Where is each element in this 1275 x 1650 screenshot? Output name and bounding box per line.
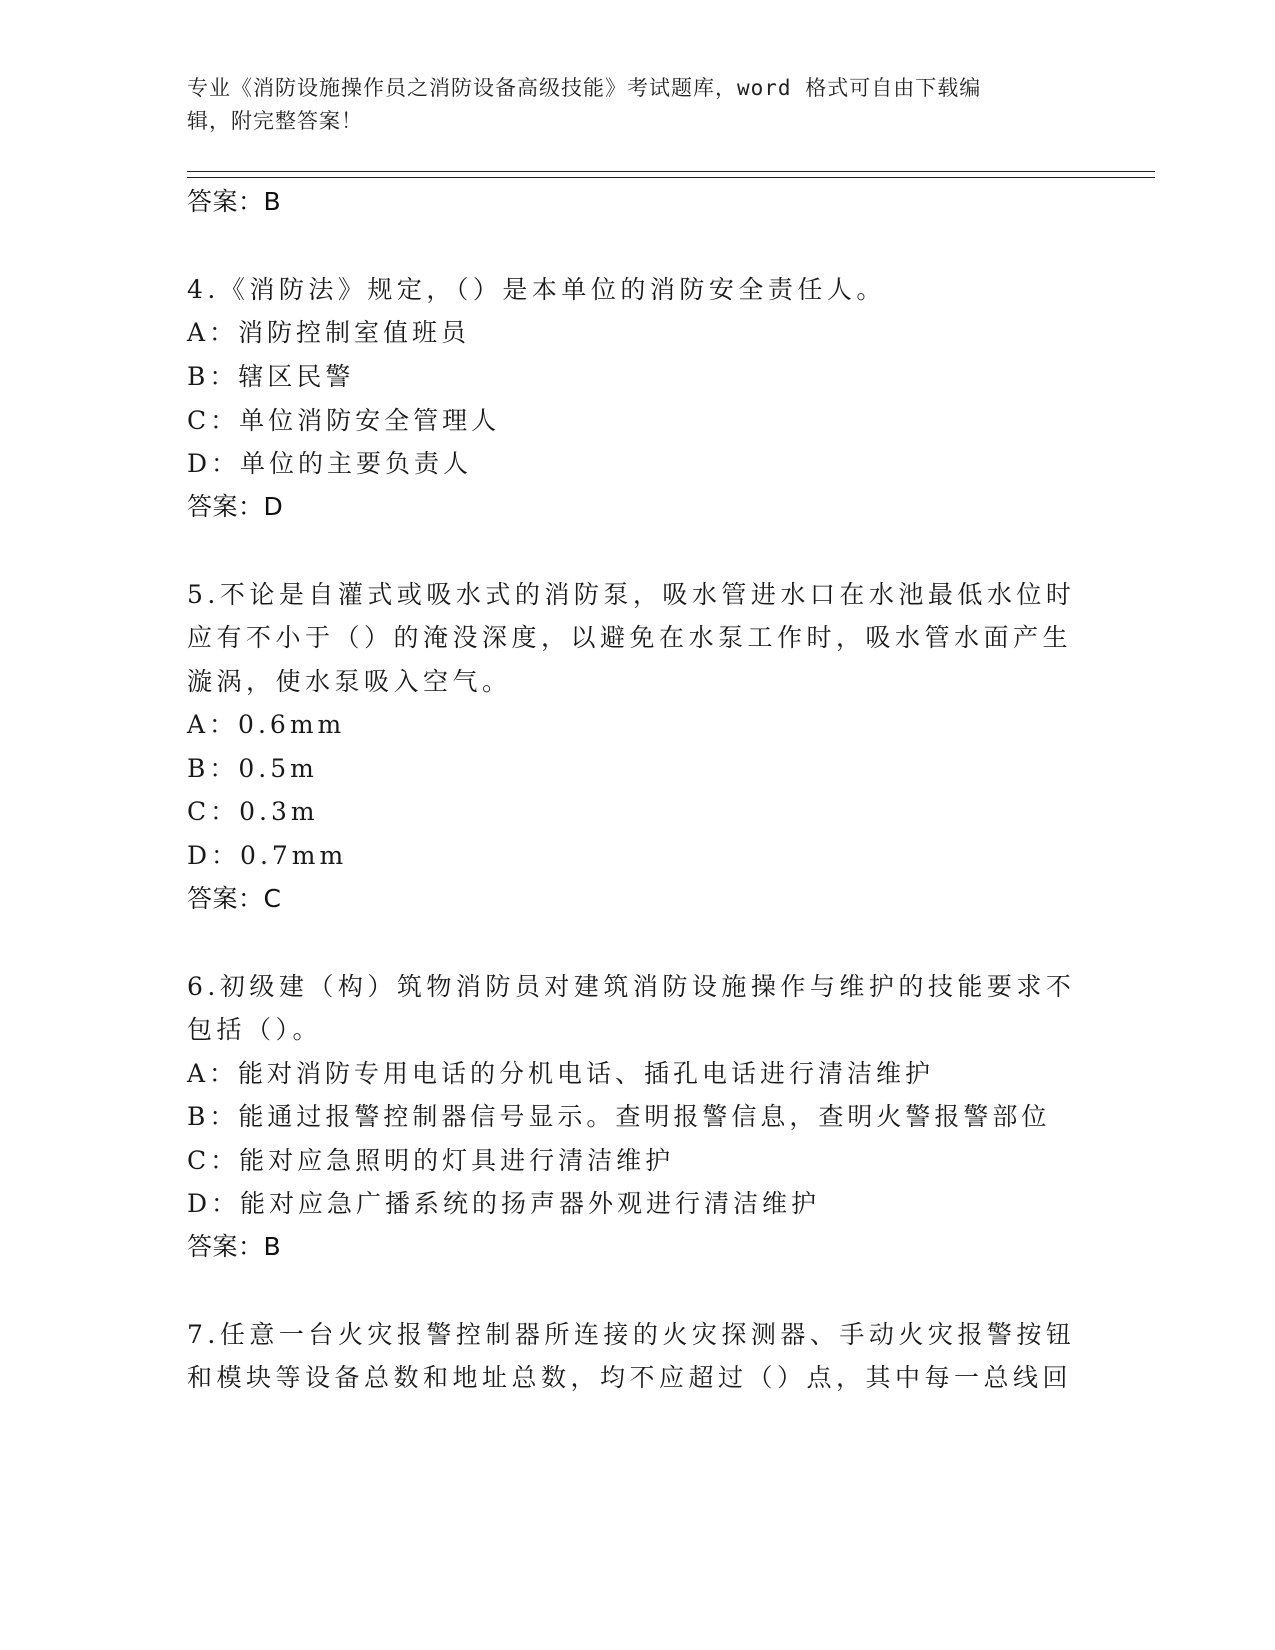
question-4-option-c: C：单位消防安全管理人 (187, 406, 501, 435)
question-6-stem-line-1: 6.初级建（构）筑物消防员对建筑消防设施操作与维护的技能要求不 (187, 972, 1076, 1001)
question-4-option-d: D：单位的主要负责人 (187, 449, 473, 478)
header-divider-top (187, 171, 1155, 172)
question-5-stem-line-2: 应有不小于（）的淹没深度，以避免在水泵工作时，吸水管水面产生 (187, 623, 1073, 652)
question-7-stem-line-1: 7.任意一台火灾报警控制器所连接的火灾探测器、手动火灾报警按钮 (187, 1320, 1076, 1349)
question-4-stem: 4.《消防法》规定，（）是本单位的消防安全责任人。 (187, 275, 886, 304)
question-6-stem-line-2: 包括（）。 (187, 1015, 323, 1044)
question-7-stem-line-2: 和模块等设备总数和地址总数，均不应超过（）点，其中每一总线回 (187, 1363, 1073, 1392)
question-6-option-b: B：能通过报警控制器信号显示。查明报警信息，查明火警报警部位 (187, 1102, 1051, 1131)
header-divider-bottom (187, 177, 1155, 178)
question-4-option-b: B：辖区民警 (187, 362, 355, 391)
question-6-option-d: D：能对应急广播系统的扬声器外观进行清洁维护 (187, 1189, 821, 1218)
question-5-answer: 答案：C (187, 884, 282, 913)
header-line-2: 辑，附完整答案！ (187, 109, 363, 133)
question-6-option-a: A：能对消防专用电话的分机电话、插孔电话进行清洁维护 (187, 1059, 935, 1088)
question-6-answer: 答案：B (187, 1232, 282, 1261)
question-6-option-c: C：能对应急照明的灯具进行清洁维护 (187, 1146, 675, 1175)
answer-previous: 答案：B (187, 187, 282, 216)
header-line-1: 专业《消防设施操作员之消防设备高级技能》考试题库，word 格式可自由下载编 (187, 76, 982, 100)
question-4-answer: 答案：D (187, 492, 284, 521)
question-4-option-a: A：消防控制室值班员 (187, 318, 471, 347)
document-header (187, 72, 1067, 138)
question-5-option-b: B：0.5m (187, 754, 318, 783)
question-5-stem-line-1: 5.不论是自灌式或吸水式的消防泵，吸水管进水口在水池最低水位时 (187, 580, 1076, 609)
question-5-option-c: C：0.3m (187, 797, 319, 826)
question-5-stem-line-3: 漩涡，使水泵吸入空气。 (187, 667, 512, 696)
question-5-option-a: A：0.6mm (187, 710, 346, 739)
question-5-option-d: D：0.7mm (187, 841, 348, 870)
